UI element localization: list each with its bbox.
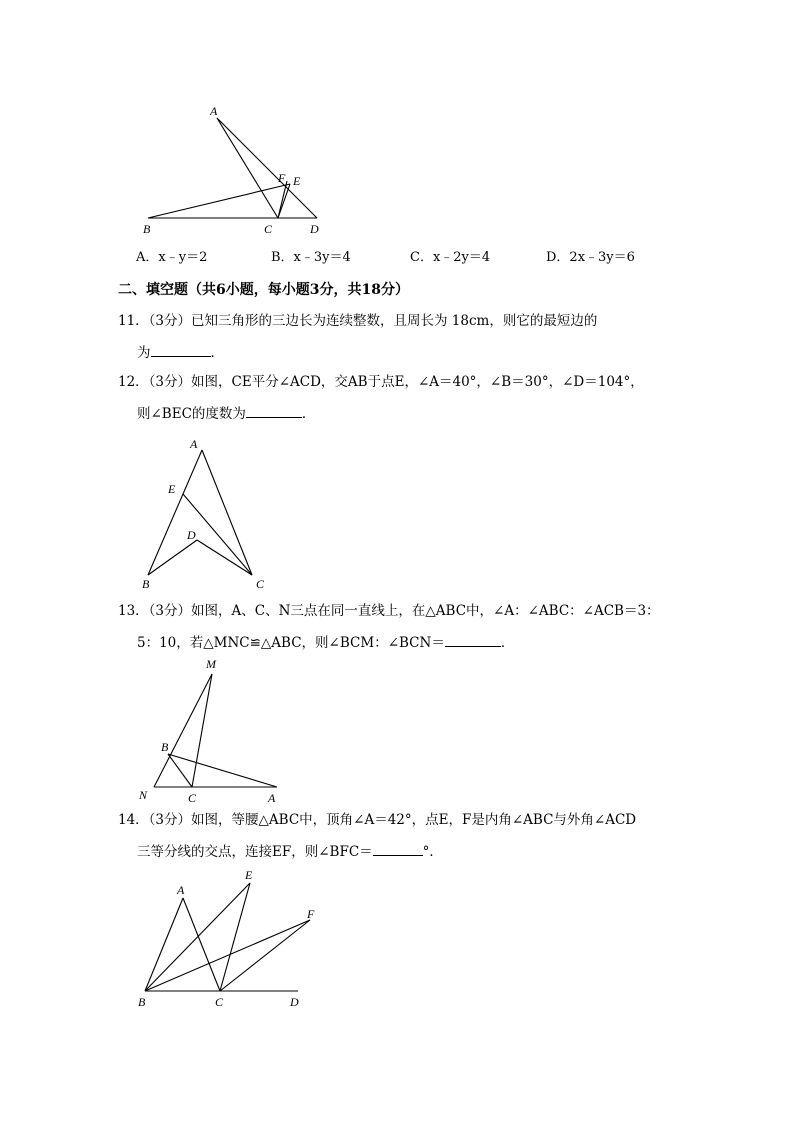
option-d: D．2x﹣3y＝6 (546, 250, 635, 265)
label-b: B (138, 995, 146, 1009)
q13-end: ． (500, 635, 515, 651)
label-c: C (188, 791, 197, 805)
section-title: 二、填空题（共6小题，每小题3分，共18分） (118, 282, 409, 298)
label-c: C (264, 222, 273, 236)
label-a: A (268, 791, 276, 805)
option-c: C．x﹣2y＝4 (410, 250, 491, 265)
label-c: C (256, 577, 265, 591)
q11-end: ． (210, 345, 224, 361)
label-b: B (143, 222, 151, 236)
label-d: D (310, 222, 319, 236)
segment-ac (183, 898, 220, 991)
q13-line1: 13．（3分）如图，A、C、N三点在同一直线上，在△ABC中，∠A：∠ABC：∠ACB＝3： (118, 603, 660, 619)
figure-q14 (130, 862, 330, 1012)
segment-ba (168, 754, 277, 787)
segment-dc (197, 540, 252, 575)
figure-q13 (130, 652, 290, 807)
option-a: A．x﹣y＝2 (136, 250, 208, 265)
label-e: E (293, 174, 301, 188)
label-c: C (215, 995, 224, 1009)
label-e: E (168, 482, 176, 496)
segment-ad (217, 118, 317, 218)
segment-nm (154, 674, 212, 787)
label-a: A (210, 104, 218, 118)
q12-end: ． (301, 406, 316, 422)
q14-text: 三等分线的交点，连接EF，则∠BFC＝ (137, 844, 373, 860)
label-b: B (161, 740, 169, 754)
q13-line2 (137, 632, 514, 653)
q12-line1: 12．（3分）如图，CE平分∠ACD，交AB于点E，∠A＝40°，∠B＝30°，∠D＝104°， (118, 374, 644, 390)
q13-text: 5：10，若△MNC≌△ABC，则∠BCM：∠BCN＝ (137, 635, 445, 651)
label-b: B (142, 577, 150, 591)
q11-answer-blank[interactable] (151, 342, 211, 357)
q13-answer-blank[interactable] (445, 632, 501, 647)
label-e: E (245, 868, 253, 882)
segment-ac (202, 450, 252, 575)
segment-ac (217, 118, 278, 218)
q14-line2 (137, 841, 443, 862)
q14-answer-blank[interactable] (373, 841, 423, 856)
label-a: A (177, 883, 185, 897)
option-b: B．x﹣3y＝4 (271, 250, 351, 265)
q12-text: 则∠BEC的度数为 (137, 406, 246, 422)
figure-q12 (135, 432, 275, 592)
label-m: M (206, 657, 216, 671)
q12-line2 (137, 403, 315, 424)
segment-cf (220, 920, 310, 991)
label-d: D (290, 995, 299, 1009)
q14-end: °． (422, 844, 443, 860)
label-a: A (190, 437, 198, 451)
segment-bc (168, 754, 192, 787)
label-n: N (139, 788, 148, 802)
q11-line1: 11．（3分）已知三角形的三边长为连续整数，且周长为 18cm，则它的最短边的 (118, 313, 598, 329)
label-f: F (307, 907, 315, 921)
q12-answer-blank[interactable] (246, 403, 302, 418)
q14-line1: 14．（3分）如图，等腰△ABC中，顶角∠A＝42°，点E，F是内角∠ABC与外角∠ACD (118, 812, 637, 828)
segment-ce (278, 184, 290, 218)
figure-q10 (130, 95, 340, 240)
q11-line2 (137, 342, 224, 363)
label-d: D (187, 528, 196, 542)
label-f: F (278, 171, 286, 185)
segment-mc (192, 674, 212, 787)
segment-be (145, 883, 250, 991)
segment-be (148, 184, 290, 218)
q11-text: 为 (137, 345, 151, 361)
